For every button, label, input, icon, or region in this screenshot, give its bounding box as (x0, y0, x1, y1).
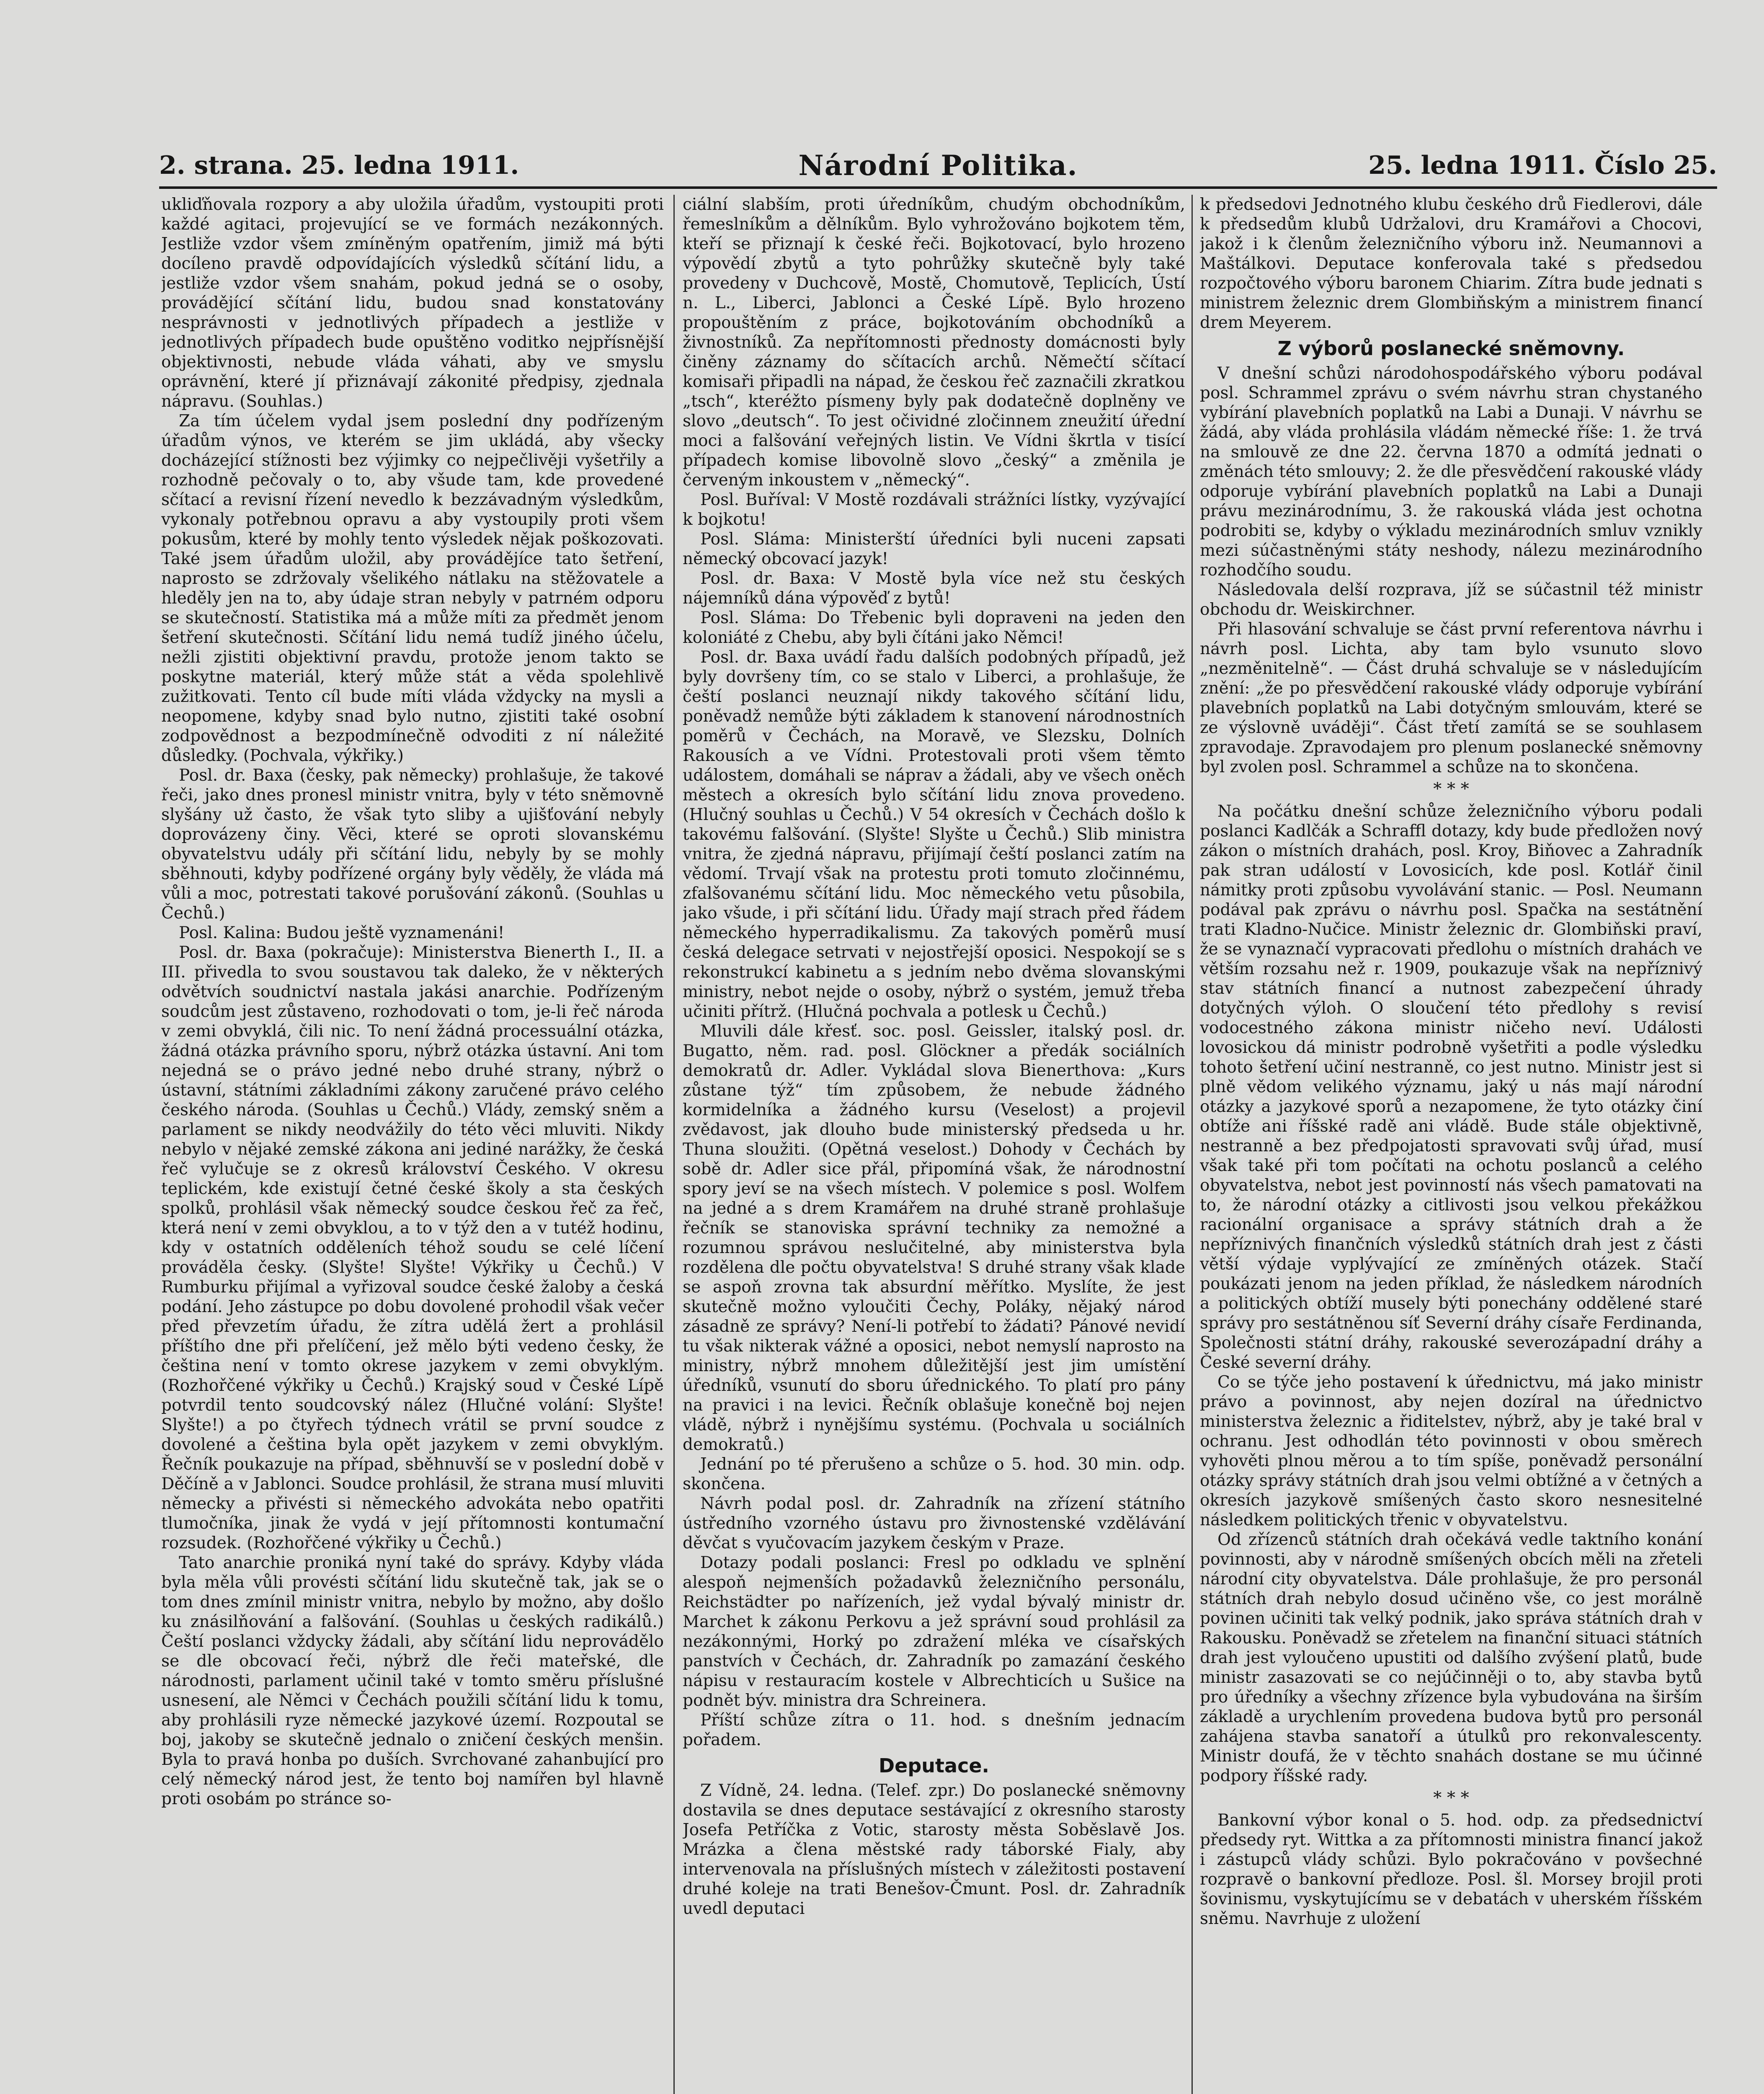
column-divider (673, 195, 675, 2094)
paragraph: Jednání po té přerušeno a schůze o 5. hod. 30 min. odp. skončena. (683, 1455, 1185, 1493)
header-date-left: 2. strana. 25. ledna 1911. (159, 151, 519, 180)
paragraph: Na počátku dnešní schůze železničního výboru podali poslanci Kadlčák a Schraffl dotazy, kdy bude předložen nový zákon o místních drahách, posl. Kroy, Biňovec a Zahradník pak stran událostí v Lovosicích, kde posl. Kotlář činil námitky proti způsobu vyvolávání stanic. — Posl. Neumann podával pak zprávu o návrhu posl. Spačka na sestátnění trati Kladno-Nučice. Ministr železnic dr. Glombiňski praví, že se vynaznačí vypracovati předlohu o místních drahách ve větším rozsahu než r. 1909, poukazuje však na nepříznivý stav státních financí a nutnost zabezpečení úhrady dotyčných výloh. O sloučení této předlohy s revisí vodocestného zákona ministr ničeho neví. Události lovosickou dá ministr podrobně vyšetřiti a podle výsledku tohoto šetření učiní nestranně, co jest nutno. Ministr jest si plně vědom velikého významu, jaký u nás mají národní otázky a jazykové sporů a nezapomene, že tyto otázky činí obtíže ani říšské radě ani vládě. Bude stále objektivně, nestranně a bez předpojatosti spravovati svůj úřad, musí však také při tom počítati na ochotu poslanců a celého obyvatelstva, nebot jest povinností nás všech pamatovati na to, že národní otázky a citlivosti jsou velkou překážkou racionální organisace a správy státních drah a že nepříznivých finančních výsledků státních drah jest z části větší výdaje vyplývající ze zmíněných otázek. Stačí poukázati jenom na jeden příklad, že následkem národních a politických obtíží musely býti ponechány oddělené staré správy pro sestátněnou síť Severní dráhy císaře Ferdinanda, Společnosti státní dráhy, rakouské severozápadní dráhy a České severní dráhy. (1200, 802, 1702, 1372)
header-rule (159, 186, 1717, 189)
paragraph: Následovala delší rozprava, jíž se súčastnil též ministr obchodu dr. Weiskirchner. (1200, 580, 1702, 619)
header-date-issue: 25. ledna 1911. Číslo 25. (1368, 151, 1717, 180)
paragraph: Posl. dr. Baxa uvádí řadu dalších podobných případů, jež byly dovršeny tím, co se stalo v Liberci, a prohlašuje, že čeští poslanci neuznají nikdy takového sčítání lidu, poněvadž nemůže býti základem k stanovení národnostních poměrů v Čechách, na Moravě, ve Slezsku, Dolních Rakousích a ve Vídni. Protestovali proti všem těmto událostem, domáhali se náprav a žádali, aby ve všech oněch městech a okresích bylo sčítání lidu znova provedeno. (Hlučný souhlas u Čechů.) V 54 okresích v Čechách došlo k takovému falšování. (Slyšte! Slyšte u Čechů.) Slib ministra vnitra, že zjedná nápravu, přijímají čeští poslanci zatím na vědomí. Trvají však na protestu proti tomuto zločinnému, zfalšovanému sčítání lidu. Moc německého vetu působila, jako všude, i při sčítání lidu. Úřady mají strach před řádem německého hyperradikalismu. Za takových poměrů musí česká delegace setrvati v nejostřejší oposici. Nespokojí se s rekonstrukcí kabinetu a s jedním nebo dvěma slovanskými ministry, nebot nejde o osoby, nýbrž o systém, jemuž třeba učiniti přítrž. (Hlučná pochvala a potlesk u Čechů.) (683, 648, 1185, 1021)
paragraph: Posl. dr. Baxa (pokračuje): Ministerstva Bienerth I., II. a III. přivedla to svou soustavou tak daleko, že v některých odvětvích soudnictví nastala jakási anarchie. Podřízeným soudcům jest zůstaveno, rozhodovati o tom, je-li řeč národa v zemi obvyklá, čili nic. To není žádná processuální otázka, žádná otázka právního sporu, nýbrž otázka ústavní. Ani tom nejedná se o právo jedné nebo druhé strany, nýbrž o ústavní, státními základními zákony zaručené právo celého českého národa. (Souhlas u Čechů.) Vlády, zemský sněm a parlament se nikdy neodvážily do této věci mluviti. Nikdy nebylo v nějaké zemské zákona ani jediné narážky, že česká řeč vylučuje se z okresů království Českého. V okresu teplickém, kde existují četné české školy a sta českých spolků, prohlásil však německý soudce českou řeč za řeč, která není v zemi obvyklou, a to v týž den a v tutéž hodinu, kdy v ostatních odděleních téhož soudu se celé líčení prováděla česky. (Slyšte! Slyšte! Výkřiky u Čechů.) V Rumburku přijímal a vyřizoval soudce české žaloby a česká podání. Jeho zástupce po dobu dovolené prohodil však večer před převzetím úřadu, že zítra udělá žert a prohlásil příštího dne při přelíčení, jež mělo býti vedeno česky, že čeština není v tomto okrese jazykem v zemi obvyklým. (Rozhořčené výkřiky u Čechů.) Krajský soud v České Lípě potvrdil tento soudcovský nález (Hlučné volání: Slyšte! Slyšte!) a po čtyřech týdnech vrátil se první soudce z dovolené a čeština byla opět jazykem v zemi obvyklým. Řečník poukazuje na případ, sběhnuvší se v poslední době v Děčíně a v Jablonci. Soudce prohlásil, že strana musí mluviti německy a přivésti si německého advokáta nebo opatřiti tlumočníka, jinak že vydá v její přítomnosti kontumační rozsudek. (Rozhořčené výkřiky u Čechů.) (161, 943, 664, 1552)
paragraph: ukliďňovala rozpory a aby uložila úřadům, vystoupiti proti každé agitaci, projevující se ve formách nezákonných. Jestliže vzdor všem zmíněným opatřením, jimiž má býti docíleno pravdě odpovídajících výsledků sčítání lidu, a jestliže vzdor všem snahám, pokud jedná se o osoby, provádějící sčítání lidu, budou snad konstatovány nesprávnosti v jednotlivých případech a jestliže v jednotlivých případech bude opuštěno voditko nejpřísnější objektivnosti, nebude vláda váhati, aby ve smyslu oprávnění, které jí přiznávají zákonité předpisy, zjednala nápravu. (Souhlas.) (161, 195, 664, 411)
paragraph: Dotazy podali poslanci: Fresl po odkladu ve splnění alespoň nejmenších požadavků železničního personálu, Reichstädter po nařízeních, jež vydal bývalý ministr dr. Marchet k zákonu Perkovu a jež správní soud prohlásil za nezákonnými, Horký po zdražení mléka ve císařských panstvích v Čechách, dr. Zahradník po zamazání českého nápisu v restauracím kostele v Albrechticích u Sušice na podnět býv. ministra dra Schreinera. (683, 1553, 1185, 1710)
column-divider (1191, 195, 1193, 2094)
paragraph: k předsedovi Jednotného klubu českého drů Fiedlerovi, dále k předsedům klubů Udržalovi, dru Kramářovi a Chocovi, jakož i k členům železničního výboru inž. Neumannovi a Maštálkovi. Deputace konferovala také s předsedou rozpočtového výboru baronem Chiarim. Zítra bude jednati s ministrem železnic drem Glombiňským a ministrem financí drem Meyerem. (1200, 195, 1702, 332)
paragraph: Tato anarchie proniká nyní také do správy. Kdyby vláda byla měla vůli provésti sčítání lidu skutečně tak, jak se o tom dnes zmínil ministr vnitra, nebylo by možno, aby došlo ku znásilňování a falšování. (Souhlas u českých radikálů.) Čeští poslanci vždycky žádali, aby sčítání lidu neprovádělo se dle obcovací řeči, nýbrž dle řeči mateřské, dle národnosti, parlament učinil také v tomto směru příslušné usnesení, ale Němci v Čechách použili sčítání lidu k tomu, aby prohlásili ryze německé jazykové území. Rozpoutal se boj, jakoby se skutečně jednalo o zničení českých menšin. Byla to pravá honba po duších. Svrchované zahanbující pro celý německý národ jest, že tento boj namířen byl hlavně proti osobám po stránce so- (161, 1553, 664, 1808)
paragraph: Posl. Buříval: V Mostě rozdávali strážníci lístky, vyzývající k bojkotu! (683, 490, 1185, 529)
paragraph: Za tím účelem vydal jsem poslední dny podřízeným úřadům výnos, ve kterém se jim ukládá, aby všecky docházející stížnosti bez výjimky co nejpečlivěji vyšetřily a rozhodně pečovaly o to, aby všude tam, kde provedené sčítací a revisní řízení nevedlo k bezzávadným výsledkům, vykonaly potřebnou opravu a aby vystoupily proti všem pokusům, které by mohly tento výsledek nějak poškozovati. Také jsem úřadům uložil, aby provádějíce tato šetření, naprosto se zdržovaly všelikého nátlaku na stěžovatele a hleděly jen na to, aby údaje stran nebyly v patrném odporu se skutečností. Statistika má a může míti za předmět jenom šetření skutečnosti. Sčítání lidu nemá tudíž jiného účelu, nežli zjistiti objektivní pravdu, protože jenom takto se poskytne materiál, který může stát a věda spolehlivě zužitkovati. Tento cíl bude míti vláda vždycky na mysli a neopomene, kdyby snad bylo nutno, zjistiti také osobní zodpovědnost a bezpodmínečně odvoditi z ní náležité důsledky. (Pochvala, výkřiky.) (161, 412, 664, 765)
paragraph: Posl. dr. Baxa: V Mostě byla více než stu českých nájemníků dána výpověď z bytů! (683, 569, 1185, 608)
paragraph: Při hlasování schvaluje se část první referentova návrhu i návrh posl. Lichta, aby tam bylo vsunuto slovo „nezměnitelně“. — Část druhá schvaluje se v následujícím znění: „že po přesvědčení rakouské vlády odporuje vybírání plavebních poplatků na Labi dotyčným smlouvám, které se ze výslovně uváději“. Část třetí zamítá se se souhlasem zpravodaje. Zpravodajem pro plenum poslanecké sněmovny byl zvolen posl. Schrammel a schůze na to skončena. (1200, 620, 1702, 776)
column-3 (1200, 195, 1702, 2094)
paragraph: Co se týče jeho postavení k úřednictvu, má jako ministr právo a povinnost, aby nejen dozíral na úřednictvo ministerstva železnic a řiditelstev, nýbrž, aby je také bral v ochranu. Jest odhodlán této povinnosti v obou směrech vyhověti plnou měrou a to tím spíše, poněvadž personální otázky správy státních drah jsou velmi obtížné a v četných a okresích jazykově smíšených často skoro nesnesitelné následkem politických třenic v obyvatelstvu. (1200, 1373, 1702, 1529)
paragraph: Z Vídně, 24. ledna. (Telef. zpr.) Do poslanecké sněmovny dostavila se dnes deputace sestávající z okresního starosty Josefa Petříčka z Votic, starosty města Soběslavě Jos. Mrázka a člena městské rady táborské Fialy, aby intervenovala na příslušných místech v záležitosti postavení druhé koleje na trati Benešov-Čmunt. Posl. dr. Zahradník uvedl deputaci (683, 1781, 1185, 1918)
column-2 (683, 195, 1185, 2094)
paragraph: Návrh podal posl. dr. Zahradník na zřízení státního ústředního vzorného ústavu pro živnostenské vzdělávání děvčat s vyučovacím jazykem českým v Praze. (683, 1494, 1185, 1552)
newspaper-title: Národní Politika. (798, 149, 1078, 182)
section-separator: * * * (1433, 1788, 1469, 1808)
paragraph: Posl. Kalina: Budou ještě vyznamenáni! (179, 923, 505, 942)
paragraph: Posl. Sláma: Do Třebenic byli dopraveni na jeden den koloniáté z Chebu, aby byli čítáni jako Němci! (683, 609, 1185, 647)
section-separator: * * * (1433, 779, 1469, 799)
paragraph: Mluvili dále křesť. soc. posl. Geissler, italský posl. dr. Bugatto, něm. rad. posl. Glöckner a předák sociálních demokratů dr. Adler. Vykládal slova Bienerthova: „Kurs zůstane týž“ tím způsobem, že nebude žádného kormidelníka a žádného kursu (Veselost) a projevil zvědavost, jak dlouho bude ministerský předseda u hr. Thuna sloužiti. (Opětná veselost.) Dohody v Čechách by sobě dr. Adler sice přál, připomíná však, že národnostní spory jeví se na všech místech. V polemice s posl. Wolfem na jedné a s drem Kramářem na druhé straně prohlašuje řečník se stanoviska správní techniky za nemožné a rozumnou správou neslučitelné, aby ministerstva byla rozdělena dle počtu obyvatelstva! S druhé strany však klade se aspoň zrovna tak absurdní měřítko. Myslíte, že jest skutečně možno vyloučiti Čechy, Poláky, nějaký národ zásadně ze správy? Není-li potřebí to žádati? Pánové nevidí tu však nikterak vážné a oposici, nebot nemyslí naprosto na ministry, nýbrž mnohem důležitější jest jim umístění úředníků, vsunutí do sboru úřednického. To platí pro pány na pravici i na levici. Řečník oblašuje konečně boj nejen vládě, nýbrž i nynějšímu systému. (Pochvala u sociálních demokratů.) (683, 1022, 1185, 1454)
paragraph: Od zřízenců státních drah očekává vedle taktního konání povinnosti, aby v národně smíšených obcích měli na zřeteli národní city obyvatelstva. Dále prohlašuje, že pro personál státních drah nebylo dosud učiněno vše, co jest morálně povinen učiniti tak velký podnik, jako správa státních drah v Rakousku. Poněvadž se zřetelem na finanční situaci státních drah jest vyloučeno upustiti od dalšího zvýšení platů, bude ministr zasazovati se co nejúčinněji o to, aby stavba bytů pro úředníky a všechny zřízence byla vybudována na širším základě a urychlením provedena budova bytů pro personál zahájena stavba sanatoří a útulků pro rekonvalescenty. Ministr doufá, že v těchto snahách dostane se mu účinné podpory říšské rady. (1200, 1530, 1702, 1785)
masthead (159, 147, 1717, 184)
paragraph: Bankovní výbor konal o 5. hod. odp. za předsednictví předsedy ryt. Wittka a za přítomnosti ministra financí jakož i zástupců vlády schůzi. Bylo pokračováno v povšechné rozpravě o bankovní předloze. Posl. šl. Morsey brojil proti šovinismu, vyskytujícímu se v debatách v uherském říšském sněmu. Navrhuje z uložení (1200, 1811, 1702, 1928)
paragraph: ciální slabším, proti úředníkům, chudým obchodníkům, řemeslníkům a dělníkům. Bylo vyhrožováno bojkotem těm, kteří se přiznají k české řeči. Bojkotovací, bylo hrozeno výpovědí zbytů a tyto pohrůžky skutečně byly také provedeny v Duchcově, Mostě, Chomutově, Teplicích, Ústí n. L., Liberci, Jablonci a České Lípě. Bylo hrozeno propouštěním z práce, bojkotováním obchodníků a živnostníků. Za nepřítomnosti přednosty domácnosti byly činěny záznamy do sčítacích archů. Němečtí sčítací komisaři připadli na nápad, že českou řeč zaznačili zkratkou „tsch“, kteréžto písmeny byly pak dodatečně doplněny ve slovo „deutsch“. To jest očividné zločinnem zneužití úřední moci a falšování veřejných listin. Ve Vídni škrtla v tisící případech komise libovolně slovo „český“ a změnila je červeným inkoustem v „německý“. (683, 195, 1185, 490)
section-heading: Deputace. (878, 1754, 990, 1777)
section-heading: Z výborů poslanecké sněmovny. (1277, 337, 1625, 360)
column-1 (161, 195, 664, 2094)
paragraph: Příští schůze zítra o 11. hod. s dnešním jednacím pořadem. (683, 1711, 1185, 1749)
paragraph: Posl. dr. Baxa (česky, pak německy) prohlašuje, že takové řeči, jako dnes pronesl ministr vnitra, byly v této sněmovně slyšány už často, že však tyto sliby a ujišťování nebyly doprovázeny činy. Věci, které se oproti slovanskému obyvatelstvu udály při sčítání lidu, nebyly by se mohly sběhnouti, kdyby podřízené orgány byly věděly, že vláda má vůli a moc, potrestati takové porušování zákonů. (Souhlas u Čechů.) (161, 766, 664, 923)
paragraph: V dnešní schůzi národohospodářského výboru podával posl. Schrammel zprávu o svém návrhu stran chystaného vybírání plavebních poplatků na Labi a Dunaji. V návrhu se žádá, aby vláda prohlásila vládám německé říše: 1. že trvá na smlouvě ze dne 22. června 1870 a odmítá jednati o změnách této smlouvy; 2. že dle přesvědčení rakouské vlády odporuje vybírání plavebních poplatků na Labi a Dunaji právu mezinárodnímu, 3. že rakouská vláda jest ochotna podrobiti se, kdyby o výkladu mezinárodních smluv vznikly mezi súčastněnými státy neshody, nálezu mezinárodního rozhodčího soudu. (1200, 364, 1702, 580)
paragraph: Posl. Sláma: Ministerští úředníci byli nuceni zapsati německý obcovací jazyk! (683, 530, 1185, 568)
